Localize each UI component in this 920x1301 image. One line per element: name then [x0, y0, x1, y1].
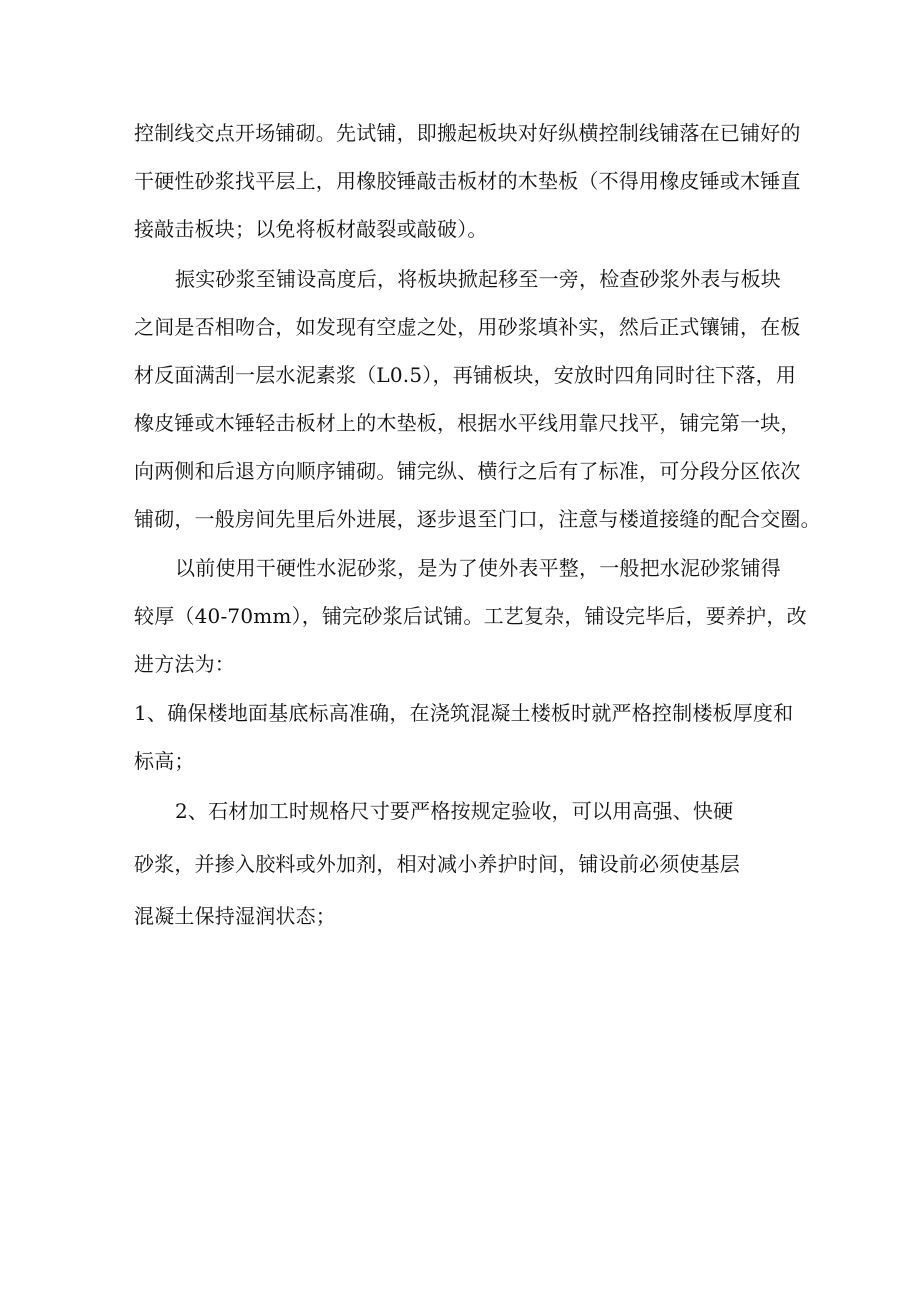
paragraph-3-line-1: 以前使用干硬性水泥砂浆，是为了使外表平整，一般把水泥砂浆铺得: [175, 556, 781, 580]
paragraph-2-line-1: 振实砂浆至铺设高度后，将板块掀起移至一旁，检查砂浆外表与板块: [175, 267, 781, 291]
list-item-2-line-2: 砂浆，并掺入胶料或外加剂，相对减小养护时间，铺设前必须使基层: [134, 852, 740, 876]
paragraph-1-line-2: 干硬性砂浆找平层上，用橡胶锤敲击板材的木垫板（不得用橡皮锤或木锤直: [134, 169, 801, 193]
paragraph-2-line-2: 之间是否相吻合，如发现有空虚之处，用砂浆填补实，然后正式镶铺，在板: [134, 315, 801, 339]
paragraph-1-line-1: 控制线交点开场铺砌。先试铺，即搬起板块对好纵横控制线铺落在已铺好的: [134, 121, 801, 145]
list-item-1-line-2: 标高；: [134, 749, 195, 773]
paragraph-2-line-4: 橡皮锤或木锤轻击板材上的木垫板，根据水平线用靠尺找平，铺完第一块，: [134, 411, 801, 435]
paragraph-2-line-6: 铺砌，一般房间先里后外进展，逐步退至门口，注意与楼道接缝的配合交圈。: [134, 507, 821, 531]
list-item-2-line-1: 2、石材加工时规格尺寸要严格按规定验收，可以用高强、快硬: [175, 799, 734, 823]
paragraph-1-line-3: 接敲击板块；以免将板材敲裂或敲破）。: [134, 217, 488, 241]
list-item-2-line-3: 混凝土保持湿润状态；: [134, 904, 336, 928]
list-item-1-line-1: 1、确保楼地面基底标高准确，在浇筑混凝土楼板时就严格控制楼板厚度和: [134, 701, 794, 725]
paragraph-3-line-2: 较厚（40-70mm），铺完砂浆后试铺。工艺复杂，铺设完毕后，要养护，改: [134, 604, 807, 628]
paragraph-2-line-5: 向两侧和后退方向顺序铺砌。铺完纵、横行之后有了标准，可分段分区依次: [134, 459, 801, 483]
paragraph-3-line-3: 进方法为：: [134, 652, 235, 676]
paragraph-2-line-3: 材反面满刮一层水泥素浆（L0.5），再铺板块，安放时四角同时往下落，用: [134, 363, 797, 387]
